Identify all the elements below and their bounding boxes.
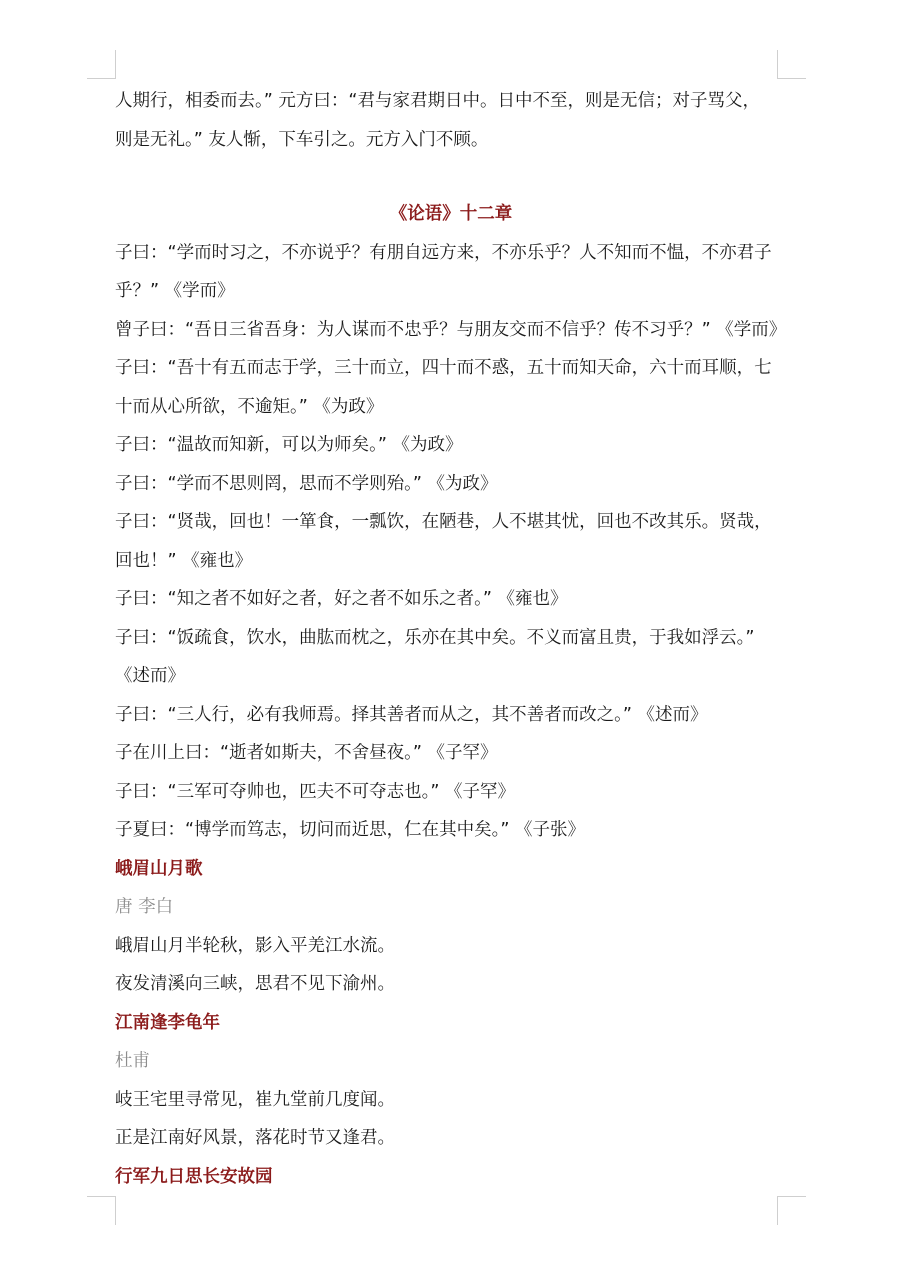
chapter (115, 580, 787, 619)
intro-paragraph (115, 82, 787, 159)
chapter (115, 619, 787, 696)
poem-author: 唐 李白 (115, 897, 174, 917)
poem-title: 江南逢李龟年 (115, 1012, 220, 1033)
text-line: 回也！” 《雍也》 (115, 550, 253, 571)
text-line: 子在川上曰：“逝者如斯夫，不舍昼夜。” 《子罕》 (115, 743, 498, 763)
poem-line: 峨眉山月半轮秋，影入平羌江水流。 (115, 935, 395, 956)
chapter (115, 349, 787, 426)
text-line: 子曰：“贤哉，回也！一箪食，一瓢饮，在陋巷，人不堪其忧，回也不改其乐。贤哉， (115, 512, 772, 532)
chapter (115, 311, 787, 350)
spacer (115, 159, 787, 195)
chapter (115, 696, 787, 735)
document-body (115, 82, 787, 1196)
poem-title: 行军九日思长安故园 (115, 1166, 273, 1187)
text-line: 十而从心所欲，不逾矩。” 《为政》 (115, 396, 384, 417)
text-line: 子曰：“三人行，必有我师焉。择其善者而从之，其不善者而改之。” 《述而》 (115, 704, 708, 725)
crop-mark-bottom-right (777, 1196, 806, 1225)
poem-line: 夜发清溪向三峡，思君不见下渝州。 (115, 974, 395, 994)
text-line: 《述而》 (115, 666, 185, 686)
poem-line: 岐王宅里寻常见，崔九堂前几度闻。 (115, 1089, 395, 1110)
text-line: 子夏曰：“博学而笃志，切问而近思，仁在其中矣。” 《子张》 (115, 820, 585, 840)
chapter (115, 234, 787, 311)
crop-mark-top-right (777, 50, 806, 79)
text-line: 子曰：“学而不思则罔，思而不学则殆。” 《为政》 (115, 473, 498, 494)
chapter (115, 811, 787, 850)
text-line: 乎？” 《学而》 (115, 281, 235, 301)
text-line: 曾子曰：“吾日三省吾身：为人谋而不忠乎？与朋友交而不信乎？传不习乎？” 《学而》 (115, 319, 787, 340)
crop-mark-bottom-left (87, 1196, 116, 1225)
text-line: 则是无礼。” 友人惭，下车引之。元方入门不顾。 (115, 129, 489, 150)
text-line: 子曰：“学而时习之，不亦说乎？有朋自远方来，不亦乐乎？人不知而不愠，不亦君子 (115, 242, 772, 263)
chapter (115, 773, 787, 812)
poem-title: 峨眉山月歌 (115, 858, 203, 879)
chapter (115, 426, 787, 465)
section-title: 《论语》十二章 (389, 204, 513, 224)
text-line: 子曰：“温故而知新，可以为师矣。” 《为政》 (115, 435, 463, 455)
chapter (115, 734, 787, 773)
crop-mark-top-left (87, 50, 116, 79)
text-line: 人期行，相委而去。” 元方曰：“君与家君期日中。日中不至，则是无信；对子骂父， (115, 91, 760, 111)
text-line: 子曰：“知之者不如好之者，好之者不如乐之者。” 《雍也》 (115, 589, 568, 609)
chapter (115, 465, 787, 504)
chapter (115, 503, 787, 580)
poem-line: 正是江南好风景，落花时节又逢君。 (115, 1128, 395, 1148)
poem (115, 850, 787, 1004)
text-line: 子曰：“吾十有五而志于学，三十而立，四十而不惑，五十而知天命，六十而耳顺，七 (115, 358, 772, 378)
text-line: 子曰：“三军可夺帅也，匹夫不可夺志也。” 《子罕》 (115, 781, 515, 802)
poem (115, 1158, 787, 1197)
poem-author: 杜甫 (115, 1051, 150, 1071)
poem (115, 1004, 787, 1158)
text-line: 子曰：“饭疏食，饮水，曲肱而枕之，乐亦在其中矣。不义而富且贵，于我如浮云。” (115, 627, 755, 648)
